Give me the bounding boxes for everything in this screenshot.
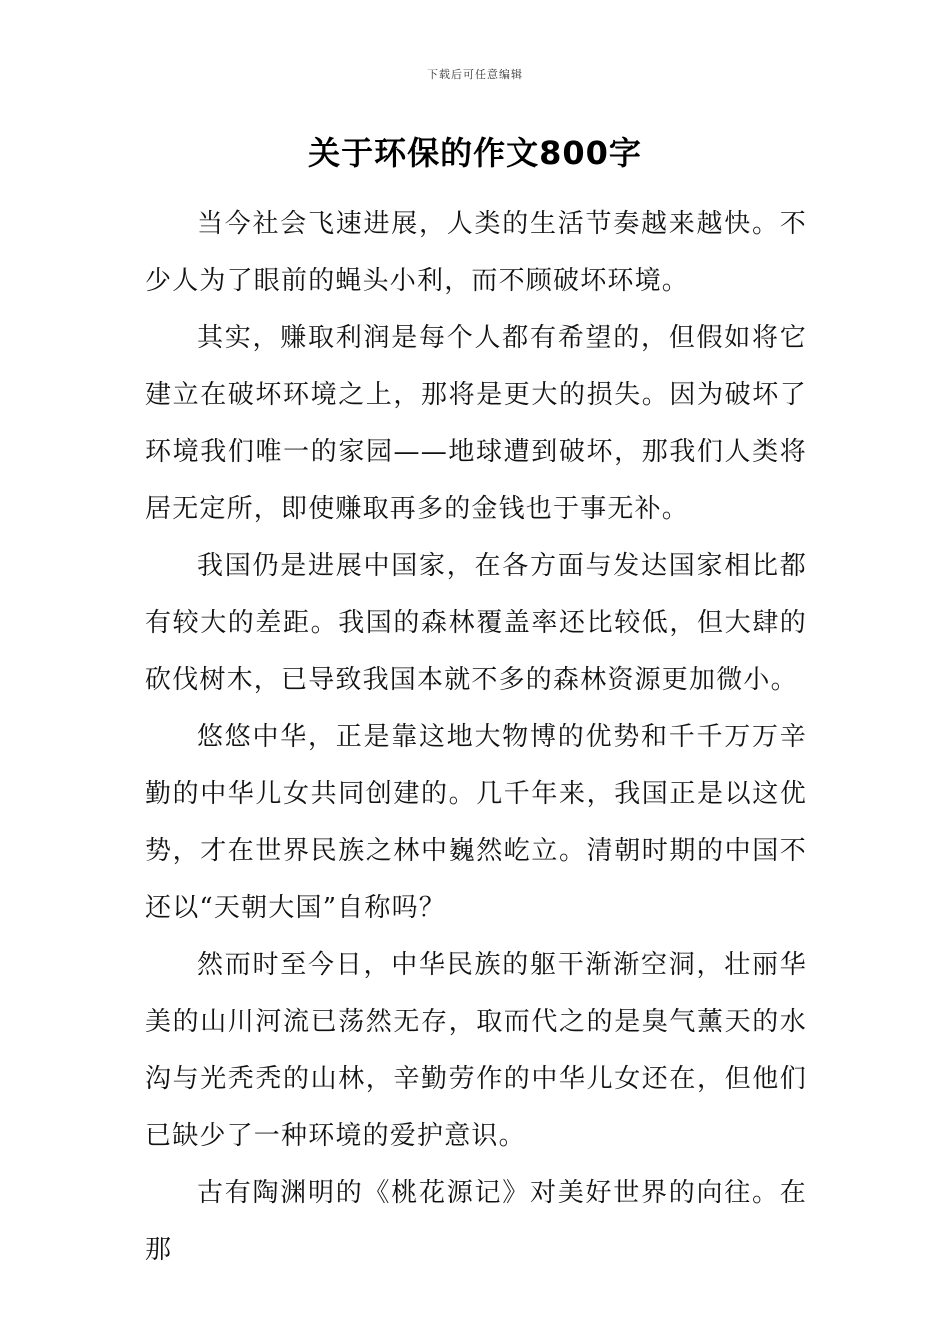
document-body [145,196,807,1279]
paragraph: 然而时至今日，中华民族的躯干渐渐空洞，壮丽华美的山川河流已荡然无存，取而代之的是臭气薰天的水沟与光秃秃的山林，辛勤劳作的中华儿女还在，但他们已缺少了一种环境的爱护意识。 [145,950,807,1151]
document-title: 关于环保的作文800字 [308,134,642,172]
paragraph: 当今社会飞速进展，人类的生活节奏越来越快。不少人为了眼前的蝇头小利，而不顾破坏环境。 [145,209,807,296]
paragraph: 我国仍是进展中国家，在各方面与发达国家相比都有较大的差距。我国的森林覆盖率还比较低，但大肆的砍伐树木，已导致我国本就不多的森林资源更加微小。 [145,551,807,695]
header-note: 下载后可任意编辑 [427,68,523,81]
paragraph: 其实，赚取利润是每个人都有希望的，但假如将它建立在破坏环境之上，那将是更大的损失。因为破坏了环境我们唯一的家园——地球遭到破坏，那我们人类将居无定所，即使赚取再多的金钱也于事无补。 [145,323,807,524]
paragraph: 悠悠中华，正是靠这地大物博的优势和千千万万辛勤的中华儿女共同创建的。几千年来，我国正是以这优势，才在世界民族之林中巍然屹立。清朝时期的中国不还以“天朝大国”自称吗？ [145,722,807,923]
paragraph: 古有陶渊明的《桃花源记》对美好世界的向往。在那 [145,1178,807,1265]
